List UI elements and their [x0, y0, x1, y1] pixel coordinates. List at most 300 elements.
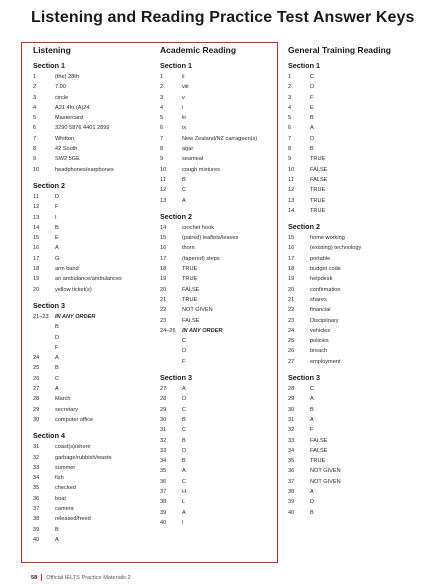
answer-text: B [310, 509, 314, 516]
answer-row [33, 504, 148, 514]
answer-text: FALSE [182, 286, 200, 293]
section-heading: Section 1 [33, 61, 65, 70]
answer-row [160, 154, 278, 164]
section-heading: Section 1 [288, 61, 320, 70]
question-number: 3 [160, 94, 164, 101]
answer-text: A [55, 386, 59, 393]
answer-row [288, 196, 423, 206]
answer-row [33, 473, 148, 483]
answer-text: (existing) technology [310, 245, 362, 252]
answer-text: TRUE [182, 296, 198, 303]
answer-row [33, 312, 148, 322]
question-number: 34 [160, 458, 167, 465]
column-heading: Listening [33, 45, 71, 55]
question-number: 10 [160, 166, 167, 173]
answer-text: C [182, 406, 187, 413]
answer-text: D [55, 334, 60, 341]
answer-row [33, 93, 148, 103]
answer-row [33, 494, 148, 504]
answer-text: I [182, 519, 184, 526]
answer-text: 3290 5876 4401 2899 [55, 125, 110, 132]
question-number: 31 [288, 416, 295, 423]
answer-row [160, 415, 278, 425]
answer-text: TRUE [182, 276, 198, 283]
answer-text: D [182, 396, 187, 403]
answer-text: E [310, 104, 314, 111]
question-number: 16 [160, 245, 167, 252]
answer-row [160, 82, 278, 92]
question-number: 15 [160, 235, 167, 242]
answer-text: C [182, 338, 187, 345]
question-number: 32 [160, 437, 167, 444]
answer-row [160, 425, 278, 435]
answer-row [288, 113, 423, 123]
answer-row [288, 103, 423, 113]
answer-row [160, 285, 278, 295]
answer-row [33, 333, 148, 343]
question-number: 19 [33, 276, 40, 283]
answer-row [288, 185, 423, 195]
answer-text: D [55, 193, 60, 200]
answer-text: headphones/earphones [55, 166, 114, 173]
answer-text: TRUE [310, 207, 326, 214]
answer-row [160, 243, 278, 253]
question-number: 15 [288, 235, 295, 242]
question-number: 9 [288, 156, 292, 163]
question-number: 3 [288, 94, 292, 101]
answer-row [160, 518, 278, 528]
question-number: 39 [33, 526, 40, 533]
answer-row [288, 436, 423, 446]
question-number: 2 [160, 84, 164, 91]
answer-row [33, 144, 148, 154]
answer-row [160, 477, 278, 487]
question-number: 37 [288, 478, 295, 485]
question-number: 37 [33, 505, 40, 512]
answer-row [288, 405, 423, 415]
answer-row [33, 103, 148, 113]
question-number [160, 346, 182, 356]
section-heading: Section 3 [33, 300, 65, 310]
question-number: 25 [288, 338, 295, 345]
question-number: 9 [33, 156, 37, 163]
answer-row [288, 456, 423, 466]
answer-row [160, 436, 278, 446]
question-number: 33 [160, 447, 167, 454]
answer-text: checked [55, 485, 76, 492]
answer-row [160, 175, 278, 185]
answer-text: A [310, 125, 314, 132]
answer-row [160, 93, 278, 103]
answer-text: financial [310, 307, 331, 314]
answer-row [33, 285, 148, 295]
answer-row [288, 165, 423, 175]
answer-text: B [182, 176, 186, 183]
answer-row [288, 254, 423, 264]
question-number: 6 [288, 125, 292, 132]
answer-row [160, 254, 278, 264]
answer-row [33, 264, 148, 274]
answer-row [33, 213, 148, 223]
question-number: 39 [160, 509, 167, 516]
answer-text: FALSE [310, 447, 328, 454]
answer-text: seameal [182, 156, 204, 163]
question-number: 6 [33, 125, 37, 132]
answer-row [33, 192, 148, 202]
answer-text: iii [182, 115, 186, 122]
answer-text: D [182, 348, 187, 355]
answer-row [33, 514, 148, 524]
answer-row [33, 223, 148, 233]
answer-row [160, 233, 278, 243]
answer-row [160, 274, 278, 284]
answer-row [160, 497, 278, 507]
answer-text: A [182, 468, 186, 475]
answer-row [160, 185, 278, 195]
answer-row [288, 295, 423, 305]
question-number: 26 [288, 348, 295, 355]
answer-row [288, 326, 423, 336]
answer-row [33, 463, 148, 473]
question-number: 7 [33, 135, 37, 142]
answer-text: B [310, 115, 314, 122]
answer-text: 7.00 [55, 84, 66, 91]
question-number: 29 [288, 396, 295, 403]
answer-text: H [182, 488, 187, 495]
answer-text: IN ANY ORDER [55, 313, 96, 320]
answer-row [160, 336, 278, 346]
answer-row [288, 154, 423, 164]
column-heading: Academic Reading [160, 45, 237, 55]
answer-text: ii [182, 74, 185, 80]
answer-row [288, 316, 423, 326]
answer-text: arm band [55, 266, 79, 273]
question-number: 17 [33, 255, 40, 262]
answer-text: portable [310, 255, 331, 262]
answer-row [33, 374, 148, 384]
answer-text: B [182, 437, 186, 444]
answer-text: B [55, 526, 59, 533]
answer-text: summer [55, 464, 76, 471]
question-number: 26 [33, 375, 40, 382]
answer-text: fish [55, 475, 64, 482]
answer-text: G [55, 255, 60, 262]
question-number: 31 [33, 444, 40, 451]
answer-text: D [310, 84, 315, 91]
answer-text: yellow ticket(s) [55, 286, 92, 293]
answer-text: NOT GIVEN [310, 478, 341, 485]
question-number [33, 322, 55, 332]
answer-row [288, 264, 423, 274]
answer-text: A [310, 416, 314, 423]
question-number: 6 [160, 125, 164, 132]
question-number: 10 [33, 166, 40, 173]
answer-text: A [182, 386, 186, 393]
question-number: 23 [288, 317, 295, 324]
answer-text: an ambulance/ambulances [55, 276, 122, 283]
answer-text: FALSE [310, 176, 328, 183]
section-heading: Section 2 [288, 222, 320, 232]
answer-text: F [55, 204, 59, 211]
answer-text: shares [310, 296, 327, 303]
question-number: 21 [160, 296, 167, 303]
question-number: 13 [33, 214, 40, 221]
answer-text: Whitton [55, 135, 74, 142]
question-number: 24 [288, 327, 295, 334]
answer-text: secretary [55, 406, 79, 413]
answer-row [33, 442, 148, 452]
answer-text: garbage/rubbish/waste [55, 454, 112, 461]
answer-text: released/freed [55, 516, 91, 523]
answer-text: B [55, 324, 59, 331]
answer-text: F [182, 358, 186, 365]
answer-row [288, 82, 423, 92]
question-number: 39 [288, 499, 295, 506]
question-number: 24 [33, 355, 40, 362]
answer-row [160, 487, 278, 497]
answer-text: A [55, 536, 59, 543]
answer-text: employment [310, 358, 341, 365]
answer-row [160, 223, 278, 233]
answer-row [33, 453, 148, 463]
question-number: 19 [288, 276, 295, 283]
question-number: 34 [288, 447, 295, 454]
answer-text: i [182, 104, 184, 111]
answer-row [160, 165, 278, 175]
answer-text: v [182, 94, 185, 101]
answer-text: circle [55, 94, 69, 101]
answer-text: I [55, 214, 57, 221]
question-number: 16 [33, 245, 40, 252]
answer-text: New Zealand/NZ carrageen(s) [182, 135, 258, 142]
question-number: 27 [33, 386, 40, 393]
answer-text: C [182, 187, 187, 194]
answer-text: B [310, 406, 314, 413]
answer-text: A [310, 396, 314, 403]
question-number: 14 [288, 207, 295, 214]
question-number: 7 [288, 135, 292, 142]
answer-row [33, 243, 148, 253]
answer-row [160, 316, 278, 326]
answer-text: F [310, 427, 314, 434]
answer-text: breach [310, 348, 328, 355]
answer-text: helpdesk [310, 276, 333, 283]
answer-row [288, 72, 423, 82]
answer-row [33, 202, 148, 212]
column-general-training-reading [288, 42, 423, 518]
question-number: 5 [33, 115, 37, 122]
question-number: 2 [33, 84, 37, 91]
question-number: 14 [160, 224, 167, 231]
answer-row [160, 144, 278, 154]
question-number: 38 [288, 488, 295, 495]
answer-text: D [310, 135, 315, 142]
question-number: 22 [288, 307, 295, 314]
section-heading: Section 2 [160, 211, 192, 221]
answer-row [288, 274, 423, 284]
answer-text: crochet hook [182, 224, 215, 231]
answer-text: NOT GIVEN [310, 468, 341, 475]
footer-divider [41, 574, 42, 581]
question-number: 9 [160, 156, 164, 163]
answer-text: F [310, 94, 314, 101]
answer-row [160, 113, 278, 123]
question-number: 31 [160, 427, 167, 434]
question-number: 4 [160, 104, 164, 111]
answer-row [288, 384, 423, 394]
question-number: 12 [160, 187, 167, 194]
question-number: 11 [33, 193, 39, 200]
question-number: 22 [160, 307, 167, 314]
answer-row [33, 165, 148, 175]
answer-text: (tapered) steps [182, 255, 220, 262]
answer-row [160, 446, 278, 456]
answer-row [33, 154, 148, 164]
answer-row [160, 196, 278, 206]
answer-row [160, 326, 278, 336]
question-number: 8 [160, 146, 164, 153]
answer-text: TRUE [310, 197, 326, 204]
answer-text: L [182, 499, 186, 506]
answer-row [288, 123, 423, 133]
answer-text: B [182, 416, 186, 423]
answer-text: vehicles [310, 327, 331, 334]
question-number: 27 [160, 386, 167, 393]
answer-text: D [310, 499, 315, 506]
answer-text: TRUE [310, 187, 326, 194]
question-number: 33 [288, 437, 295, 444]
answer-text: B [55, 365, 59, 372]
question-number [160, 357, 182, 367]
question-number: 17 [160, 255, 167, 262]
question-number: 36 [33, 495, 40, 502]
question-number: 5 [160, 115, 164, 122]
answer-text: D [182, 447, 187, 454]
answer-row [288, 175, 423, 185]
question-number: 28 [33, 396, 40, 403]
column-listening [33, 42, 148, 545]
answer-row [288, 357, 423, 367]
answer-text: Mastercard [55, 115, 83, 122]
answer-text: ix [182, 125, 187, 132]
answer-text: C [182, 427, 187, 434]
question-number: 5 [288, 115, 292, 122]
answer-row [288, 477, 423, 487]
question-number: 12 [288, 187, 295, 194]
answer-text: March [55, 396, 71, 403]
answer-row [33, 363, 148, 373]
answer-row [33, 322, 148, 332]
question-number: 20 [160, 286, 167, 293]
answer-row [33, 415, 148, 425]
answer-text: agar [182, 146, 194, 153]
answer-row [33, 72, 148, 82]
answer-row [33, 405, 148, 415]
answer-row [160, 394, 278, 404]
answer-row [288, 243, 423, 253]
answer-text: computer office [55, 416, 94, 423]
question-number: 29 [160, 406, 167, 413]
answer-row [288, 233, 423, 243]
answer-text: SW2 5GE [55, 156, 80, 163]
answer-row [160, 508, 278, 518]
answer-row [288, 446, 423, 456]
answer-row [33, 134, 148, 144]
answer-row [288, 425, 423, 435]
question-number: 13 [288, 197, 295, 204]
question-number: 40 [288, 509, 295, 516]
question-number: 21–23 [33, 313, 49, 320]
answer-row [288, 285, 423, 295]
answer-row [33, 82, 148, 92]
answer-text: (paired) leaflets/leaves [182, 235, 239, 242]
answer-row [160, 456, 278, 466]
footer-source: Official IELTS Practice Materials 2 [46, 574, 131, 581]
answer-row [33, 535, 148, 545]
answer-text: C [55, 375, 60, 382]
answer-row [33, 233, 148, 243]
answer-text: F [55, 344, 59, 351]
answer-text: NOT GIVEN [182, 307, 213, 314]
column-heading: General Training Reading [288, 45, 391, 55]
answer-text: A [182, 509, 186, 516]
question-number: 17 [288, 255, 295, 262]
question-number: 4 [288, 104, 292, 111]
answer-row [33, 384, 148, 394]
answer-row [160, 72, 278, 82]
question-number: 35 [160, 468, 167, 475]
question-number: 18 [288, 266, 295, 273]
answer-row [160, 103, 278, 113]
question-number: 8 [288, 146, 292, 153]
answer-text: FALSE [310, 166, 328, 173]
answer-text: A [182, 197, 186, 204]
answer-row [160, 123, 278, 133]
answer-text: FALSE [310, 437, 328, 444]
section-heading: Section 2 [33, 180, 65, 190]
question-number: 12 [33, 204, 40, 211]
answer-text: viii [182, 84, 189, 91]
page-number: 58 [31, 574, 38, 581]
question-number: 1 [33, 74, 37, 80]
question-number: 3 [33, 94, 37, 101]
question-number: 40 [33, 536, 40, 543]
answer-row [33, 274, 148, 284]
answer-row [160, 305, 278, 315]
question-number [33, 343, 55, 353]
question-number: 20 [33, 286, 40, 293]
question-number: 11 [160, 176, 166, 183]
answer-text: confirmation [310, 286, 341, 293]
question-number: 11 [288, 176, 294, 183]
answer-text: 42 South [55, 146, 78, 153]
question-number: 37 [160, 488, 167, 495]
answer-row [160, 384, 278, 394]
answer-row [288, 346, 423, 356]
answer-text: coast(s)/shore [55, 444, 91, 451]
question-number: 28 [160, 396, 167, 403]
answer-row [160, 357, 278, 367]
answer-text: A21 4fo (A)24 [55, 104, 90, 111]
question-number: 38 [33, 516, 40, 523]
answer-row [33, 353, 148, 363]
answer-text: E [55, 235, 59, 242]
question-number: 2 [288, 84, 292, 91]
answer-row [288, 305, 423, 315]
question-number: 18 [160, 266, 167, 273]
answer-text: policies [310, 338, 329, 345]
question-number: 35 [33, 485, 40, 492]
